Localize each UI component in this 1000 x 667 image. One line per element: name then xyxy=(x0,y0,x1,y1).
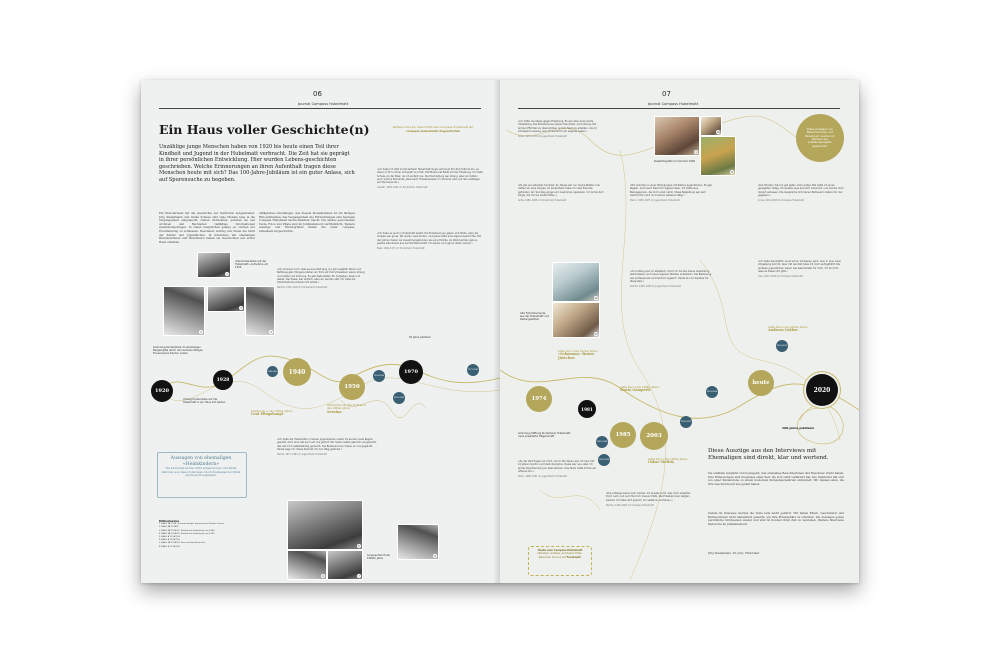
right-page xyxy=(500,80,859,583)
magazine-spread xyxy=(141,80,859,583)
timeline-node-period: 1981-1986 xyxy=(596,436,608,448)
person-role: Verbrachte hier ihre Kindheit in den 1950er Jahren xyxy=(327,404,367,411)
credit-line: 6 StALU A 1154/755 xyxy=(159,539,180,542)
page-number: 06 xyxy=(313,90,322,98)
section-body: Zudem im Interesse wurden die Texte teils leicht gekürzt. Wir haben Eltern, Geschwister und Betreuerinnen nicht namentlich genannt, um ihre Privatsphäre zu schützen. Die Aussagen geben persönliche Sichtweisen wieder und sind im Kontext ihrer Zeit zu verstehen. Weitere Interviews finden Sie im Jubiläumsbuch. xyxy=(708,512,844,526)
quote-source: Beat, 1966–1971 im Kinderheim Hubelmatt xyxy=(377,247,425,251)
timeline-node-1981: 1981 xyxy=(578,400,596,418)
quote-block xyxy=(758,260,844,322)
photo-children-outdoor-color: 11 xyxy=(700,136,736,176)
header-rule xyxy=(518,108,840,109)
quote-source: Nadine, 1999–2002 im Compass Hubelmatt xyxy=(606,503,654,507)
quote-block xyxy=(377,232,483,316)
quote-text: «Ich erinnere mich, dass es eine Zeit lang nur gut ungefähr Raum und Bettzeug gab. Morgens stehen wir früh auf. Die Schwestern waren streng und hielten auf Ordnung. Es gab feste Zeiten für Aufgaben, Spiel und Gebet. Das Essen war einfach, aber wir wurden satt. Ich habe die Hubelmatt als sicheren Ort erlebt.» xyxy=(277,268,365,285)
timeline-node-period: 2001-2004 xyxy=(706,386,718,398)
photo-historic-house: 1 xyxy=(197,252,231,278)
photo-caption: Gruppenfoto Ende 1960er Jahre xyxy=(367,554,390,561)
quote-source: Anita, 1980–1985 im Kinderheim Hubelmatt xyxy=(518,199,567,203)
page-gutter xyxy=(493,80,500,583)
credit-line: 5 StALU A 1154/754 xyxy=(159,536,180,539)
quote-block xyxy=(518,120,604,170)
body-column-2: Alltägliches einzufangen. Aus diesem Mosaiksteinen ist ein farbiges Bild entstanden, das Vergangenheit wie Entwicklungen zum heutigen Compass Hubelmatt nachvollziehbar macht. Die daraus gewonnenen Texte, Fotos und Zitate sind im Jubiläumsbuch veröffentlicht. Weitere Auszüge und Hintergründe finden Sie unter compass-hubelmatt.ch/geschichte. xyxy=(259,212,355,233)
quote-source: Silvia, 1974–1978 im Jugendheim Hubelmatt xyxy=(518,135,567,139)
quote-source: Martha, 1936–1943 im Kinderheim Hubelmatt xyxy=(277,286,328,290)
person-role: Lebte hier in den 2010er Jahren xyxy=(768,326,808,329)
quote-block xyxy=(518,460,598,536)
person-name: Oskar Muthis xyxy=(648,460,674,465)
quote-block xyxy=(377,168,483,218)
timeline-node-period: 1993-1996 xyxy=(598,454,610,466)
section-body: Sie erzählen subjektiv und bewegend, was ehemalige Bewohnerinnen und Bewohner erlebt haben. Ihre Erinnerungen sind Zeugnisse einer Zeit, die sich stark verändert hat. Die Institution hat sich von einer Kinderstube zu einem modernen Kompetenzzentrum entwickelt. Wir danken allen, die ihre Geschichte mit uns geteilt haben. xyxy=(708,472,844,486)
timeline-node-1985: 1985 xyxy=(610,422,636,448)
photo-detail: 10 xyxy=(700,116,722,136)
person-name: Maria Gämperle xyxy=(620,388,651,393)
timeline-node-period: 1971-1981 xyxy=(467,364,479,376)
timeline-node-heute: heute xyxy=(748,370,774,396)
web-info-url[interactable]: compass-hubelmatt.ch/geschichte xyxy=(406,128,460,133)
web-info-text: Weitere Infos zur Geschichte des Compass Hubelmatt auf xyxy=(392,125,474,129)
web-info-box xyxy=(391,126,475,133)
photo-newspaper: 13 xyxy=(552,302,600,338)
info-bubble: Diese Aussagen von Bewohnerinnen und Bewohnern wurden im Rahmen des Jubiläumsprojekts gesammelt. xyxy=(796,114,844,162)
person-label xyxy=(558,350,602,360)
quote-block xyxy=(518,184,604,264)
quote-block xyxy=(630,270,714,338)
timeline-caption: Gründung Kinderstube im ehemaligen Bürgerspital durch den Gemeinnützigen Frauenverein Kanton Luzern xyxy=(153,346,204,356)
person-label xyxy=(620,386,670,393)
quote-source: Lara, 2012–2016 im Compass Hubelmatt xyxy=(758,275,803,279)
quote-text: «Wir wohnten in einer Wohngruppe mit älteren Jugendlichen. Es gab Regeln, doch auch Raum für eigene Ideen. Ich hatte eine Bezugsperson, die mich ernst nahm. Diese Begleitung war sehr wertvoll für mich und meinen weiteren Weg.» xyxy=(630,184,712,197)
person-role: Lebte hier in den 1990er Jahren xyxy=(648,458,688,461)
quote-block xyxy=(606,492,694,556)
person-name: Andreas Gräber xyxy=(768,328,798,333)
person-label xyxy=(327,404,367,414)
timeline-node-1940: 1940 xyxy=(283,358,311,386)
timeline-node-period: 2010-2013 xyxy=(776,340,788,352)
credit-line: 4 StALU PA 1154/15, Kinderheim Hubelmatt um 1950 xyxy=(159,532,215,535)
photo-caption: Klassfotografie im Sommer 1990 xyxy=(654,160,696,163)
person-label xyxy=(251,410,299,417)
body-column-1: Ein Monolerteam hat die Geschichte der Institution aufgearbeitet. Jürg Stadelmann und Giulia Schiess sind viele Monate lang in die Vergangenheit eingetaucht. Neben Archivalien, gerieten sie aus Archiven und Bachleiten vielfältige Informationen zusammengetragen. In vielen Gesprächen gelang es, Lücken der Überlieferung zu schliessen. Besonders wichtig war ihnen die Sicht der Kinder und Jugendlichen. In Interviews mit ehemaligen Bewohnerinnen und Bewohnern haben sie Geschichten aus erster Hand erfahren. xyxy=(159,212,255,244)
person-name: Leni Pflugshaupt xyxy=(251,412,284,417)
person-role: Spielte hier in den 1940er Jahren xyxy=(251,410,293,413)
timeline-node-2003: 2003 xyxy=(640,422,668,450)
photo-archive-documents: 12 xyxy=(552,262,600,302)
credit-line: 2 StALU PA 1154/8 xyxy=(159,526,179,529)
timeline-node-1928: 1928 xyxy=(213,370,233,390)
quote-block xyxy=(630,184,714,260)
timeline-node-2020: 2020 xyxy=(806,374,838,406)
credit-line: 8 StALU A 1154/756 xyxy=(159,545,180,548)
timeline-node-period: 1953-1965 xyxy=(393,392,405,404)
facebook-box[interactable] xyxy=(528,546,592,576)
picture-credits-heading: Bildnachweise xyxy=(159,520,180,523)
quote-source: Lisbeth, 1958–1962 im Kinderheim Hubelmatt xyxy=(377,186,428,190)
quote-text: «Zu der Zeit fragen ich mich, ob ich Teil davon war. Ich kam mit 14 Jahren hierhin und blieb drei Jahre. Vieles war neu, aber ich lernte Verantwortung zu übernehmen. Das Team hatte immer ein offenes Ohr.» xyxy=(518,460,597,473)
person-role: Lebte hier in den 1980er Jahren xyxy=(620,386,660,389)
quote-source: Sandra, 1995–1998 im Jugendheim Hubelmatt xyxy=(630,285,681,289)
timeline-node-1950: 1950 xyxy=(339,374,365,400)
quote-text: «Ich habe das Gefühl, es ist schon schwierig, wenn man in eine neue Umgebung kommt. Aber mit der Zeit habe ich mich wohlgefühlt. Die anderen Jugendlichen waren wie Geschwister für mich. Ich bin froh, dass es diesen Ort gibt.» xyxy=(758,260,841,273)
photo-children-garden: 4 xyxy=(245,286,275,336)
section-title: Diese Auszüge aus den Interviews mit Ehemaligen sind direkt, klar und wertend. xyxy=(708,448,829,461)
quote-text: «Ich habe mir Zeit im Kinderheim Hubelmatt lange verbringt. Ein Rich blitz ist ein, es waren 3.15 h immer komplett von Halt. Vati Mama hat Bade mit der Erhaltung. Ich hatte Schule, an der Baar, da ich einfach nie. Die Heimleitung war streng, aber wir hatten auch schöne Momente, etwa beim Theaterspielen im Sommer oder auf den Ausflügen am Wochenende.» xyxy=(377,168,483,185)
timeline-node-period: 1940-1963 xyxy=(267,366,278,377)
photo-children-group: 2 xyxy=(163,286,205,336)
photo-children-indoor: 6 xyxy=(287,550,327,580)
photo-caption: Alte Fotodokumente aus der Hubelmatt und Zeitungsartikel xyxy=(520,312,549,322)
quote-text: «Die Anfänge waren sehr schwer. Ich wusste nicht, was mich erwartet. Doch nach und nach fand ich meinen Platz. Die Erzieherinnen zeigten Geduld. Ich habe dort gelernt, mir selbst zu vertrauen.» xyxy=(606,492,691,502)
running-head: Journal Compass Hubelmatt xyxy=(648,102,699,106)
interview-info-heading: Aussagen von ehemaligen «Heimkindern» xyxy=(170,456,232,467)
timeline-node-1974: 1974 xyxy=(526,386,552,412)
quote-text: «Am Anfang war ich skeptisch. Doch ich konnte meine Ausbildung abschliessen und meine eigenen Stärken entdecken. Die Betreuung war professionell und herzlich zugleich. Heute bin ich dankbar für diese Zeit.» xyxy=(630,270,712,283)
timeline-node-1970: 1970 xyxy=(399,360,423,384)
interview-info-text: Die Interviews wurden 2019 aufgenommen. Die Zitate stammen aus diesen Interviews. Die Schreibweise der Zitate wurde leicht angepasst. xyxy=(161,467,241,478)
facebook-box-title: Heute zum Compass Hubelmatt xyxy=(537,549,583,552)
facebook-box-text: Aktuelles, Anlässe und Geschichten. Besuchen Sie uns auf xyxy=(537,552,583,559)
quote-text: «Ich habe die Hubelmatt in meinen Jugendjahren erlebt. Es wurden viele Regeln gesetzt, doch man hat auch auf uns gehört. Wir haben selbst gekocht und geputzt, das hat mich selbstständig gemacht. Die Betreuerinnen haben an uns geglaubt. Heute sage ich: Diese Zeit hat mir den Weg geebnet.» xyxy=(277,438,377,451)
photo-group-portrait: 5 xyxy=(287,500,363,550)
quote-source: Jonas, 2003–2006 im Compass Hubelmatt xyxy=(758,199,804,203)
photo-children-play: 3 xyxy=(207,286,245,312)
timeline-caption: Umzug Kinderstube auf die Hubelmatt in ein Haus mit Garten xyxy=(183,398,226,405)
timeline-node-period: 1953-1955 xyxy=(373,370,385,382)
running-head: Journal Compass Hubelmatt xyxy=(298,102,349,106)
photo-youth-group: 9 xyxy=(654,116,700,156)
quote-text: «Es war ein extremer Kontrast. Zu Hause war nur meine Mutter, hier hatten wir eine Gruppe. Im Kinderheim habe ich viele Freunde gefunden. Am Sonntag gingen wir zusammen spazieren. Ich lernte dort Dinge, die mir bis heute helfen.» xyxy=(518,184,604,197)
timeline-node-1920: 1920 xyxy=(151,380,173,402)
article-lead: Unzählige junge Menschen haben von 1920 bis heute einen Teil ihrer Kindheit und Jugend in der Hubelmatt verbracht. Die Zeit hat sie geprägt in ihrer persönlichen Entwicklung. Hier wurden Lebens-geschichten geschrieben. Welche Erinnerungen an ihren Aufenthalt tragen diese Menschen heute mit sich? Das 100-Jahre-Jubiläum ist ein guter Anlass, sich auf Spurensuche zu begeben. xyxy=(159,144,355,183)
quote-source: Kevin, 1988–1991 im Jugendheim Hubelmatt xyxy=(518,475,567,479)
article-title: Ein Haus voller Geschichte(n) xyxy=(159,122,370,137)
left-page xyxy=(141,80,500,583)
picture-credits xyxy=(159,520,269,549)
photo-children-outdoor: 7 xyxy=(327,550,363,580)
photo-caption: «Die Kinderstube auf der Hubelmatt» Aufnahme um 1930 xyxy=(235,260,269,270)
timeline-node-period: 1995-1997 xyxy=(680,416,692,428)
person-label xyxy=(768,326,818,333)
credit-line: 7 StALU PA 1154/22, Foto aus Familienarchiv xyxy=(159,542,206,545)
credit-line: 1 StALU PA 1154, Gemeinnütziger Frauenverein Kanton Luzern xyxy=(159,523,225,526)
quote-text: «Ich habe es auch in Hubelmatt erlebt. Die Erzieherinnen gaben sich Mühe, aber die Gruppe war gross. Wir waren viele Kinder, und jedes hatte eine eigene Geschichte. Mit den Jahren haben wir zusammengefunden wie eine Familie. An Weihnachten gab es jeweils Geschenke aus der Nachbarschaft. Ich denke noch gerne daran zurück.» xyxy=(377,232,481,245)
timeline-caption: Gründung Stiftung Kinderheim Hubelmatt, neue erweiterte Trägerschaft xyxy=(518,432,571,439)
quote-block xyxy=(758,184,844,248)
person-name: «Schmomo» Bruno Jüstchen xyxy=(558,352,594,360)
quote-text: «Die Struktur hat mir gut getan. Zum ersten Mal hatte ich einen geregelten Alltag. Ich wusste, was auf mich zukommt, und konnte mich darauf verlassen. Die Gespräche mit meiner Betreuerin haben mir viel gegeben.» xyxy=(758,184,844,197)
quote-source: Marco, 1983–1987 im Jugendheim Hubelmatt xyxy=(630,199,680,203)
person-name: Seraina xyxy=(327,409,342,414)
interview-info-content xyxy=(161,456,241,478)
header-rule xyxy=(159,108,481,109)
photo-archive: 8 xyxy=(397,524,439,560)
facebook-link[interactable]: Facebook! xyxy=(566,555,582,559)
quote-source: Daniel, 1977–1981 im Jugendheim Hubelmatt xyxy=(277,453,327,457)
person-label xyxy=(648,458,694,465)
author-signature: Jürg Stadelmann, Dr. phil., Historiker xyxy=(708,552,760,555)
page-number: 07 xyxy=(662,90,671,98)
timeline-caption-jubilee: 100-Jahre-Jubiläum xyxy=(782,426,815,430)
person-role: Lebte hier in den 1970er Jahren xyxy=(558,350,598,353)
credit-line: 3 StALU PA 1154/12, Kinderheim Hubelmatt um 1940 xyxy=(159,529,215,532)
quote-text: «Ich hatte nie etwas gegen Erziehung. Es war aber eine rechte Umstellung. Die Erzieherinnen waren freundlich, doch streng. Wir lernten Pflichten zu übernehmen und im Team zu arbeiten. Als ich schliesslich auszog, war ich bereit für ein eigenes Leben.» xyxy=(518,120,597,133)
timeline-caption: 50 Jahre Jubiläum xyxy=(409,336,431,339)
